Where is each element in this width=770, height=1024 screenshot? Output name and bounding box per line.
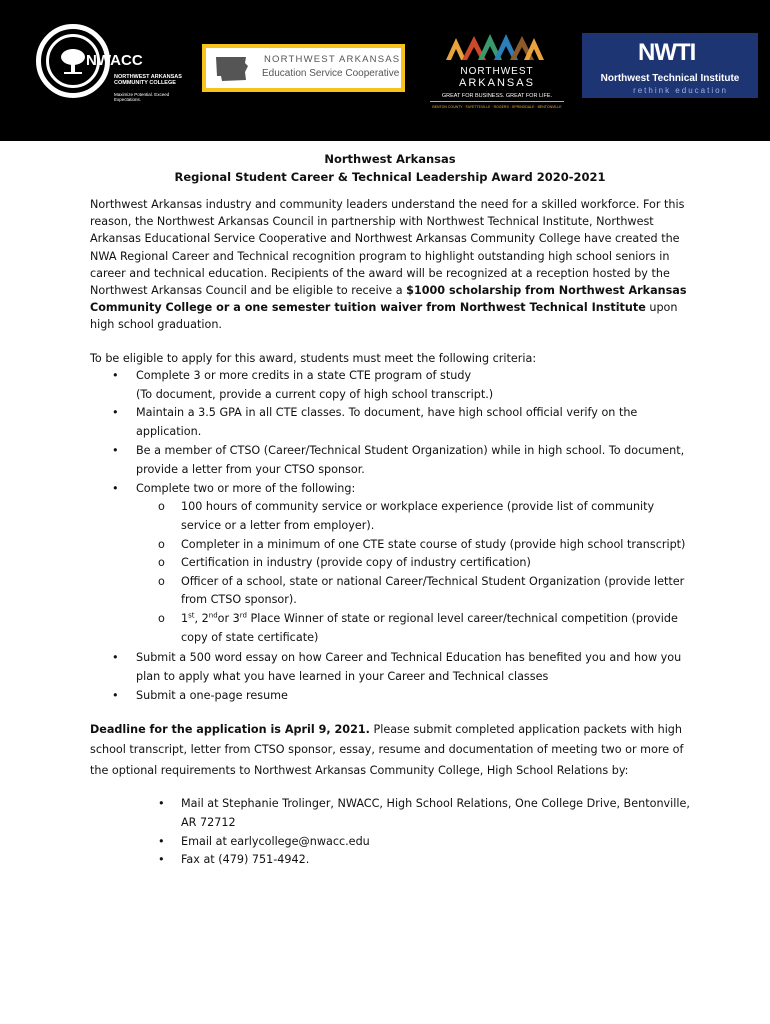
- sub-criteria-item: o Officer of a school, state or national Career/Technical Student Organization (provide letter from CTSO sponsor).: [90, 573, 690, 610]
- nwacc-name: NWACC: [86, 52, 143, 69]
- nwacc-subtitle: NORTHWEST ARKANSAS COMMUNITY COLLEGE: [114, 74, 182, 86]
- criteria-text: Complete 3 or more credits in a state CTE program of study: [136, 368, 472, 382]
- nwti-mark: NWTI: [638, 39, 696, 66]
- esc-logo: [202, 44, 405, 92]
- tree-icon: [58, 46, 88, 76]
- submission-methods: [90, 795, 690, 870]
- nwti-tagline: rethink education: [633, 86, 728, 95]
- intro-paragraph: [90, 196, 690, 334]
- criteria-item: • Maintain a 3.5 GPA in all CTE classes. To document, have high school official verify on the application.: [90, 404, 690, 442]
- deadline-text: Please submit completed application packets with high school transcript, letter from CTSO sponsor, essay, resume and documentation of meeting two or more of the optional requirements to Northwest Arkansas Community College, High School Relations by:: [90, 722, 684, 777]
- nwacc-tagline: Maximize Potential. Exceed Expectations.: [114, 92, 170, 102]
- document-body: [90, 150, 690, 870]
- intro-scholarship: $1000 scholarship from Northwest Arkansas Community College or a one semester tuition waiver from Northwest Technical Institute: [90, 284, 687, 315]
- submit-fax: • Fax at (479) 751-4942.: [90, 851, 690, 870]
- nwa-line1: NORTHWEST: [460, 66, 534, 77]
- place-text: or 3: [217, 611, 240, 625]
- sub-criteria-item: o 100 hours of community service or workplace experience (provide list of community service or a letter from employer).: [90, 498, 690, 535]
- header-banner: [0, 0, 770, 141]
- esc-line2: Education Service Cooperative: [262, 68, 400, 79]
- criteria-note: (To document, provide a current copy of high school transcript.): [136, 387, 494, 401]
- sub-criteria-item: o Certification in industry (provide copy of industry certification): [90, 554, 690, 573]
- title-line1: Northwest Arkansas: [324, 152, 456, 166]
- submit-mail: • Mail at Stephanie Trolinger, NWACC, High School Relations, One College Drive, Bentonville, AR 72712: [90, 795, 690, 833]
- deadline-date: Deadline for the application is April 9, 2021.: [90, 722, 370, 736]
- nwa-tagline: GREAT FOR BUSINESS. GREAT FOR LIFE.: [430, 93, 564, 102]
- arrows-icon: [444, 32, 544, 62]
- criteria-item: [90, 367, 690, 405]
- criteria-item: • Submit a 500 word essay on how Career and Technical Education has benefited you and how you plan to apply what you have learned in your Career and Technical classes: [90, 649, 690, 687]
- ordinal-sup: st: [188, 611, 195, 620]
- nwa-small-print: BENTON COUNTY · FAYETTEVILLE · ROGERS · SPRINGDALE · BENTONVILLE: [432, 105, 562, 109]
- nwacc-logo: [36, 22, 196, 108]
- criteria-item: • Complete two or more of the following:: [90, 480, 690, 499]
- place-text: Place Winner of state or regional level career/technical competition (provide copy of state certificate): [181, 611, 678, 644]
- esc-logo-panel: [206, 48, 401, 88]
- criteria-item: • Be a member of CTSO (Career/Technical Student Organization) while in high school. To document, provide a letter from your CTSO sponsor.: [90, 442, 690, 480]
- title-line2: Regional Student Career & Technical Leadership Award 2020-2021: [174, 170, 606, 184]
- esc-line1: NORTHWEST ARKANSAS: [264, 54, 401, 65]
- deadline-paragraph: [90, 720, 690, 782]
- place-text: , 2: [194, 611, 209, 625]
- sub-criteria-item: o Completer in a minimum of one CTE state course of study (provide high school transcript): [90, 536, 690, 555]
- arkansas-state-icon: [212, 54, 252, 84]
- criteria-item: • Submit a one-page resume: [90, 687, 690, 706]
- nwti-name: Northwest Technical Institute: [600, 73, 740, 84]
- nwti-logo: [582, 33, 758, 98]
- criteria-list: [90, 367, 690, 706]
- eligibility-intro: To be eligible to apply for this award, students must meet the following criteria:: [90, 351, 537, 365]
- sub-criteria-item: [90, 610, 690, 647]
- place-text: 1: [181, 611, 189, 625]
- nwa-council-logo: [430, 32, 564, 112]
- submit-email: • Email at earlycollege@nwacc.edu: [90, 833, 690, 852]
- nwa-line2: ARKANSAS: [459, 77, 535, 89]
- intro-end: upon high school graduation.: [90, 301, 678, 332]
- intro-text: Northwest Arkansas industry and community leaders understand the need for a skilled workforce. For this reason, the Northwest Arkansas Council in partnership with Northwest Technical Institute, Northwest Arkansas Educational Service Cooperative and Northwest Arkansas Community College have created the NWA Regional Career and Technical recognition program to highlight outstanding high school seniors in career and technical education. Recipients of the award will be recognized at a reception hosted by the Northwest Arkansas Council and be eligible to receive a: [90, 198, 685, 298]
- ordinal-sup: nd: [208, 611, 218, 620]
- ordinal-sup: rd: [239, 611, 247, 620]
